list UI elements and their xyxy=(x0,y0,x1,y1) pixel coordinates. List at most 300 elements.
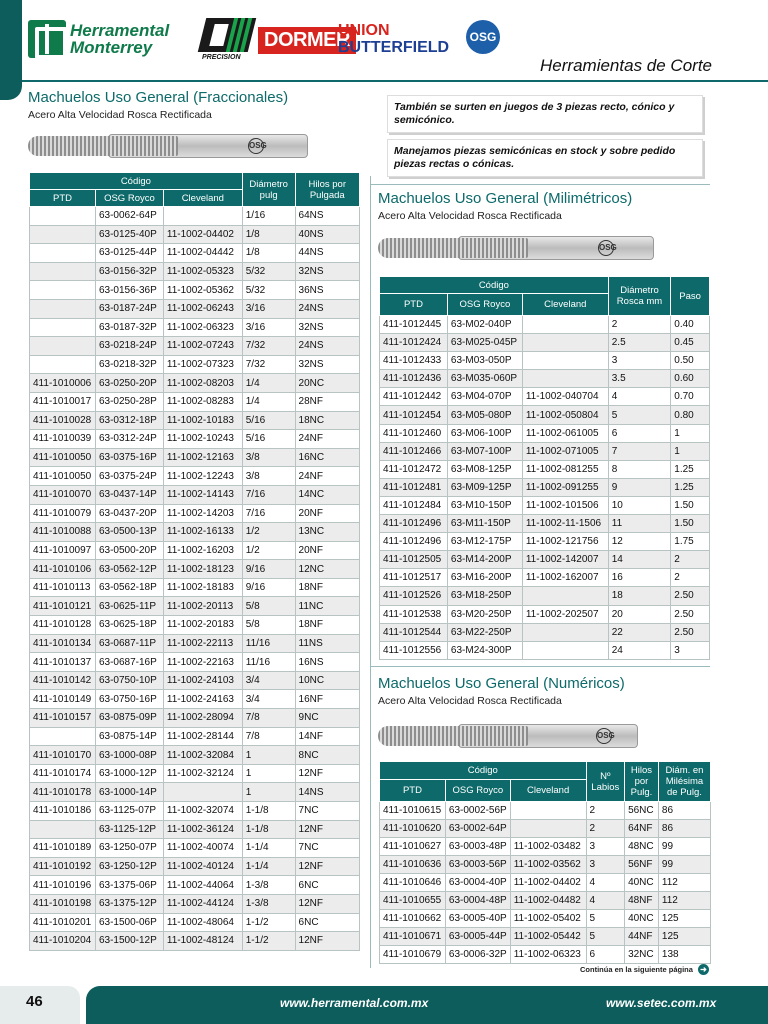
header-ptd: PTD xyxy=(380,780,446,802)
table-cell: 411-1010196 xyxy=(30,876,96,895)
table-cell: 9/16 xyxy=(242,560,295,579)
table-cell xyxy=(522,623,608,641)
table-cell: 3 xyxy=(671,641,710,659)
table-row xyxy=(30,671,360,690)
table-cell: 11/16 xyxy=(242,634,295,653)
table-cell: 11-1002-28094 xyxy=(163,709,242,728)
table-cell: 40NC xyxy=(625,874,659,892)
table-row xyxy=(380,856,711,874)
table-cell: 11-1002-081255 xyxy=(522,460,608,478)
table-cell: 7NC xyxy=(295,802,359,821)
header-cleveland: Cleveland xyxy=(510,780,586,802)
table-cell: 8NC xyxy=(295,746,359,765)
table-cell: 6NC xyxy=(295,876,359,895)
table-cell: 11-1002-03482 xyxy=(510,838,586,856)
table-cell: 63-1000-12P xyxy=(95,764,163,783)
table-cell: 11-1002-48124 xyxy=(163,932,242,951)
table-cell: 11-1002-08283 xyxy=(163,392,242,411)
table-cell: 3/8 xyxy=(242,448,295,467)
table-cell: 3 xyxy=(608,352,671,370)
table-cell: 5/8 xyxy=(242,616,295,635)
table-cell: 56NC xyxy=(625,802,659,820)
osg-tap-mark-icon: OSG xyxy=(248,138,264,154)
precision-mark-icon xyxy=(198,18,256,52)
table-cell: 411-1010097 xyxy=(30,541,96,560)
table-cell: 14NF xyxy=(295,727,359,746)
table-row xyxy=(30,578,360,597)
table-cell: 2 xyxy=(671,551,710,569)
footer-url-setec[interactable]: www.setec.com.mx xyxy=(606,996,717,1010)
table-cell: 63-0500-20P xyxy=(95,541,163,560)
table-cell: 7/16 xyxy=(242,504,295,523)
table-cell xyxy=(30,299,96,318)
table-row xyxy=(30,448,360,467)
table-cell: 12NF xyxy=(295,857,359,876)
table-cell: 48NF xyxy=(625,892,659,910)
table-cell: 5 xyxy=(586,928,625,946)
table-row xyxy=(30,467,360,486)
table-cell: 12 xyxy=(608,533,671,551)
herramental-monterrey-logo xyxy=(28,20,169,58)
table-cell: 32NC xyxy=(625,946,659,964)
table-cell: 12NF xyxy=(295,820,359,839)
table-cell: 3.5 xyxy=(608,370,671,388)
table-cell: 63-1250-07P xyxy=(95,839,163,858)
table-cell: 411-1010070 xyxy=(30,485,96,504)
table-cell: 24NS xyxy=(295,337,359,356)
table-cell xyxy=(522,334,608,352)
dormer-logo: DORMER xyxy=(258,27,356,54)
table-cell: 1-1/4 xyxy=(242,839,295,858)
table-row xyxy=(30,523,360,542)
table-cell: 1 xyxy=(242,746,295,765)
table-cell: 63-M04-070P xyxy=(447,388,522,406)
table-cell: 63-M06-100P xyxy=(447,424,522,442)
table-cell: 1-3/8 xyxy=(242,876,295,895)
table-cell xyxy=(30,727,96,746)
table-row xyxy=(380,874,711,892)
table-cell: 11-1002-05362 xyxy=(163,281,242,300)
table-row xyxy=(380,370,710,388)
header-osg-royco: OSG Royco xyxy=(95,190,163,207)
table-cell: 411-1012556 xyxy=(380,641,448,659)
table-cell: 6 xyxy=(586,946,625,964)
table-cell: 3/4 xyxy=(242,690,295,709)
table-cell: 63-1000-14P xyxy=(95,783,163,802)
table-row xyxy=(30,727,360,746)
table-cell: 7NC xyxy=(295,839,359,858)
table-cell: 411-1012544 xyxy=(380,623,448,641)
table-cell: 63-0004-40P xyxy=(445,874,510,892)
table-row xyxy=(30,355,360,374)
table-cell: 63-0002-64P xyxy=(445,820,510,838)
table-cell: 2 xyxy=(586,802,625,820)
table-row xyxy=(30,299,360,318)
table-cell: 63-0005-40P xyxy=(445,910,510,928)
table-cell: 5/32 xyxy=(242,281,295,300)
table-cell: 1-1/2 xyxy=(242,913,295,932)
table-cell: 11-1002-06243 xyxy=(163,299,242,318)
milimetricos-table xyxy=(379,276,710,660)
table-cell: 1.50 xyxy=(671,496,710,514)
table-cell: 7 xyxy=(608,442,671,460)
table-cell: 1/4 xyxy=(242,374,295,393)
table-cell: 9 xyxy=(608,478,671,496)
table-cell: 48NC xyxy=(625,838,659,856)
header-paso: Paso xyxy=(671,277,710,316)
table-cell: 7/16 xyxy=(242,485,295,504)
table-cell: 11-1002-32084 xyxy=(163,746,242,765)
table-cell: 63-0875-14P xyxy=(95,727,163,746)
column-divider xyxy=(370,176,371,968)
header-osg-royco: OSG Royco xyxy=(447,294,522,316)
table-cell: 411-1010137 xyxy=(30,653,96,672)
table-cell: 11-1002-18183 xyxy=(163,578,242,597)
table-row xyxy=(30,690,360,709)
table-row xyxy=(380,892,711,910)
table-row xyxy=(30,318,360,337)
table-cell: 63-0750-10P xyxy=(95,671,163,690)
table-cell: 411-1012496 xyxy=(380,533,448,551)
table-cell: 411-1010646 xyxy=(380,874,446,892)
table-cell: 63-0003-48P xyxy=(445,838,510,856)
table-cell: 20NF xyxy=(295,541,359,560)
table-cell: 411-1012484 xyxy=(380,496,448,514)
header-cleveland: Cleveland xyxy=(522,294,608,316)
table-cell xyxy=(30,262,96,281)
table-cell: 11-1002-36124 xyxy=(163,820,242,839)
table-row xyxy=(30,913,360,932)
header-codigo: Código xyxy=(380,277,609,294)
table-cell: 63-M24-300P xyxy=(447,641,522,659)
table-cell: 63-M18-250P xyxy=(447,587,522,605)
table-cell: 0.80 xyxy=(671,406,710,424)
section-divider xyxy=(370,184,710,185)
table-cell: 63-0750-16P xyxy=(95,690,163,709)
table-cell: 6 xyxy=(608,424,671,442)
table-cell: 63-M12-175P xyxy=(447,533,522,551)
table-cell: 63-M08-125P xyxy=(447,460,522,478)
table-row xyxy=(30,541,360,560)
table-cell: 63-0125-44P xyxy=(95,244,163,263)
table-cell: 11-1002-16133 xyxy=(163,523,242,542)
table-row xyxy=(380,406,710,424)
table-row xyxy=(30,430,360,449)
continua-note xyxy=(580,964,709,975)
table-cell: 411-1010121 xyxy=(30,597,96,616)
table-cell: 411-1010662 xyxy=(380,910,446,928)
table-cell: 12NF xyxy=(295,894,359,913)
table-cell: 12NC xyxy=(295,560,359,579)
table-cell: 411-1010134 xyxy=(30,634,96,653)
table-cell: 411-1012454 xyxy=(380,406,448,424)
table-cell: 32NS xyxy=(295,355,359,374)
table-row xyxy=(380,496,710,514)
numericos-subtitle: Acero Alta Velocidad Rosca Rectificada xyxy=(378,695,562,707)
table-cell: 411-1010671 xyxy=(380,928,446,946)
table-row xyxy=(30,392,360,411)
table-cell: 63-0625-11P xyxy=(95,597,163,616)
table-cell xyxy=(163,207,242,226)
table-row xyxy=(380,316,710,334)
table-cell: 1/8 xyxy=(242,225,295,244)
table-cell: 1/16 xyxy=(242,207,295,226)
table-cell: 11/16 xyxy=(242,653,295,672)
table-cell: 411-1010028 xyxy=(30,411,96,430)
table-cell: 10 xyxy=(608,496,671,514)
page-title: Herramientas de Corte xyxy=(540,56,712,75)
table-row xyxy=(30,839,360,858)
table-cell: 63-0375-24P xyxy=(95,467,163,486)
table-row xyxy=(380,802,711,820)
table-cell: 1-1/8 xyxy=(242,802,295,821)
numericos-title: Machuelos Uso General (Numéricos) xyxy=(378,675,625,692)
table-cell: 63-M02-040P xyxy=(447,316,522,334)
table-row xyxy=(30,504,360,523)
table-cell: 32NS xyxy=(295,318,359,337)
table-cell xyxy=(522,587,608,605)
fraccionales-subtitle: Acero Alta Velocidad Rosca Rectificada xyxy=(28,109,212,121)
table-cell: 411-1012466 xyxy=(380,442,448,460)
table-cell: 11NS xyxy=(295,634,359,653)
table-cell: 63-0187-32P xyxy=(95,318,163,337)
table-cell xyxy=(522,370,608,388)
continua-text: Continúa en la siguiente página xyxy=(580,965,693,974)
table-cell: 63-0625-18P xyxy=(95,616,163,635)
table-cell: 63-M05-080P xyxy=(447,406,522,424)
table-cell: 63-0250-20P xyxy=(95,374,163,393)
table-cell: 11-1002-05323 xyxy=(163,262,242,281)
table-row xyxy=(30,281,360,300)
header-diametro: Diámetro pulg xyxy=(242,173,295,207)
table-cell: 411-1010189 xyxy=(30,839,96,858)
table-cell: 0.40 xyxy=(671,316,710,334)
table-cell: 5 xyxy=(608,406,671,424)
table-cell: 14NC xyxy=(295,485,359,504)
table-cell xyxy=(510,820,586,838)
table-cell: 11-1002-40074 xyxy=(163,839,242,858)
table-cell: 11-1002-07323 xyxy=(163,355,242,374)
table-cell: 63-0375-16P xyxy=(95,448,163,467)
table-cell: 125 xyxy=(658,910,710,928)
table-row xyxy=(380,478,710,496)
table-row xyxy=(380,641,710,659)
table-cell: 1 xyxy=(242,783,295,802)
table-cell: 4 xyxy=(586,874,625,892)
table-cell: 411-1010039 xyxy=(30,430,96,449)
table-cell: 411-1012445 xyxy=(380,316,448,334)
milimetricos-title: Machuelos Uso General (Milimétricos) xyxy=(378,190,633,207)
union-butterfield-logo xyxy=(338,22,449,56)
table-cell: 11-1002-32074 xyxy=(163,802,242,821)
table-cell: 1-1/4 xyxy=(242,857,295,876)
table-cell: 44NF xyxy=(625,928,659,946)
table-cell xyxy=(30,820,96,839)
table-cell: 411-1012505 xyxy=(380,551,448,569)
table-cell: 1.75 xyxy=(671,533,710,551)
table-cell: 5/32 xyxy=(242,262,295,281)
table-row xyxy=(380,605,710,623)
table-cell: 11-1002-04442 xyxy=(163,244,242,263)
tap-image-fraccionales xyxy=(28,132,308,160)
precision-logo-text: PRECISION xyxy=(202,54,241,61)
table-cell: 411-1012481 xyxy=(380,478,448,496)
table-row xyxy=(30,894,360,913)
fraccionales-title: Machuelos Uso General (Fraccionales) xyxy=(28,89,289,106)
table-row xyxy=(380,946,711,964)
table-cell: 63-1375-12P xyxy=(95,894,163,913)
table-cell: 11-1002-14143 xyxy=(163,485,242,504)
table-cell: 63-0687-16P xyxy=(95,653,163,672)
table-cell: 1/2 xyxy=(242,523,295,542)
table-cell xyxy=(30,225,96,244)
table-cell: 63-M11-150P xyxy=(447,515,522,533)
table-cell: 63-0250-28P xyxy=(95,392,163,411)
table-cell: 1.50 xyxy=(671,515,710,533)
table-cell: 11-1002-142007 xyxy=(522,551,608,569)
table-cell: 5/16 xyxy=(242,411,295,430)
table-cell: 14 xyxy=(608,551,671,569)
table-cell: 5/8 xyxy=(242,597,295,616)
table-cell: 7/8 xyxy=(242,709,295,728)
table-cell: 411-1010198 xyxy=(30,894,96,913)
table-row xyxy=(30,560,360,579)
table-cell: 63-0875-09P xyxy=(95,709,163,728)
table-cell: 411-1010679 xyxy=(380,946,446,964)
hm-logo-icon xyxy=(28,20,66,58)
table-cell: 411-1010655 xyxy=(380,892,446,910)
table-cell xyxy=(30,207,96,226)
table-cell: 99 xyxy=(658,856,710,874)
table-cell: 11-1002-040704 xyxy=(522,388,608,406)
table-cell: 2 xyxy=(671,569,710,587)
footer-url-herramental[interactable]: www.herramental.com.mx xyxy=(280,996,429,1010)
table-cell: 11-1002-10183 xyxy=(163,411,242,430)
table-cell: 4 xyxy=(586,892,625,910)
table-cell xyxy=(522,316,608,334)
table-row xyxy=(380,928,711,946)
page-number: 46 xyxy=(26,993,43,1010)
table-cell: 24NF xyxy=(295,467,359,486)
table-cell xyxy=(30,337,96,356)
header-hilos: Hilos por Pulg. xyxy=(625,762,659,802)
header-labios: Nº Labios xyxy=(586,762,625,802)
table-cell: 411-1012517 xyxy=(380,569,448,587)
table-cell: 63-M22-250P xyxy=(447,623,522,641)
table-row xyxy=(380,820,711,838)
table-cell: 2 xyxy=(608,316,671,334)
table-cell: 3/8 xyxy=(242,467,295,486)
table-cell: 18NF xyxy=(295,578,359,597)
header-hilos: Hilos por Pulgada xyxy=(295,173,359,207)
table-cell: 63-0004-48P xyxy=(445,892,510,910)
table-cell: 63-0562-18P xyxy=(95,578,163,597)
table-cell: 16NC xyxy=(295,448,359,467)
table-row xyxy=(30,857,360,876)
table-cell: 1.25 xyxy=(671,478,710,496)
table-cell: 411-1010192 xyxy=(30,857,96,876)
table-cell: 112 xyxy=(658,892,710,910)
table-cell: 63-1125-12P xyxy=(95,820,163,839)
table-cell: 11-1002-44124 xyxy=(163,894,242,913)
corner-tab xyxy=(0,0,22,100)
table-cell: 1-3/8 xyxy=(242,894,295,913)
table-cell: 20NF xyxy=(295,504,359,523)
table-cell: 63-0562-12P xyxy=(95,560,163,579)
table-cell: 11-1002-14203 xyxy=(163,504,242,523)
header-divider xyxy=(22,80,768,82)
table-row xyxy=(380,388,710,406)
header-diametro: Diámetro Rosca mm xyxy=(608,277,671,316)
table-cell: 411-1010149 xyxy=(30,690,96,709)
table-row xyxy=(30,764,360,783)
table-row xyxy=(30,820,360,839)
table-cell: 411-1010142 xyxy=(30,671,96,690)
table-row xyxy=(30,746,360,765)
table-cell: 11-1002-12243 xyxy=(163,467,242,486)
table-cell: 11NC xyxy=(295,597,359,616)
table-cell: 11-1002-07243 xyxy=(163,337,242,356)
table-cell: 11-1002-04402 xyxy=(163,225,242,244)
table-cell: 5/16 xyxy=(242,430,295,449)
table-cell: 411-1010017 xyxy=(30,392,96,411)
header-ptd: PTD xyxy=(30,190,96,207)
numericos-table xyxy=(379,761,711,964)
table-cell: 411-1010106 xyxy=(30,560,96,579)
table-row xyxy=(380,334,710,352)
table-cell: 11-1002-121756 xyxy=(522,533,608,551)
table-row xyxy=(380,533,710,551)
table-cell: 63-M03-050P xyxy=(447,352,522,370)
table-cell: 63-0062-64P xyxy=(95,207,163,226)
table-cell: 18 xyxy=(608,587,671,605)
table-cell: 0.70 xyxy=(671,388,710,406)
table-cell: 63-1000-08P xyxy=(95,746,163,765)
table-row xyxy=(30,876,360,895)
table-cell: 112 xyxy=(658,874,710,892)
table-cell: 63-M10-150P xyxy=(447,496,522,514)
table-cell: 9/16 xyxy=(242,578,295,597)
table-cell: 2.50 xyxy=(671,587,710,605)
table-row xyxy=(380,352,710,370)
table-row xyxy=(380,623,710,641)
table-cell: 63-M14-200P xyxy=(447,551,522,569)
table-cell: 56NF xyxy=(625,856,659,874)
table-cell: 12NF xyxy=(295,932,359,951)
table-cell: 11-1002-24103 xyxy=(163,671,242,690)
table-cell: 16 xyxy=(608,569,671,587)
table-cell: 2.50 xyxy=(671,623,710,641)
table-cell: 63-0002-56P xyxy=(445,802,510,820)
precision-logo xyxy=(202,18,252,64)
table-cell: 11-1002-40124 xyxy=(163,857,242,876)
table-cell xyxy=(522,641,608,659)
table-row xyxy=(30,244,360,263)
table-cell: 28NF xyxy=(295,392,359,411)
table-cell: 411-1010627 xyxy=(380,838,446,856)
table-row xyxy=(380,910,711,928)
table-cell xyxy=(522,352,608,370)
table-cell: 1.25 xyxy=(671,460,710,478)
table-cell: 11 xyxy=(608,515,671,533)
table-cell: 18NF xyxy=(295,616,359,635)
table-cell: 11-1002-16203 xyxy=(163,541,242,560)
header-ptd: PTD xyxy=(380,294,448,316)
table-cell: 9NC xyxy=(295,709,359,728)
table-cell: 32NS xyxy=(295,262,359,281)
table-cell: 7/8 xyxy=(242,727,295,746)
table-row xyxy=(380,569,710,587)
